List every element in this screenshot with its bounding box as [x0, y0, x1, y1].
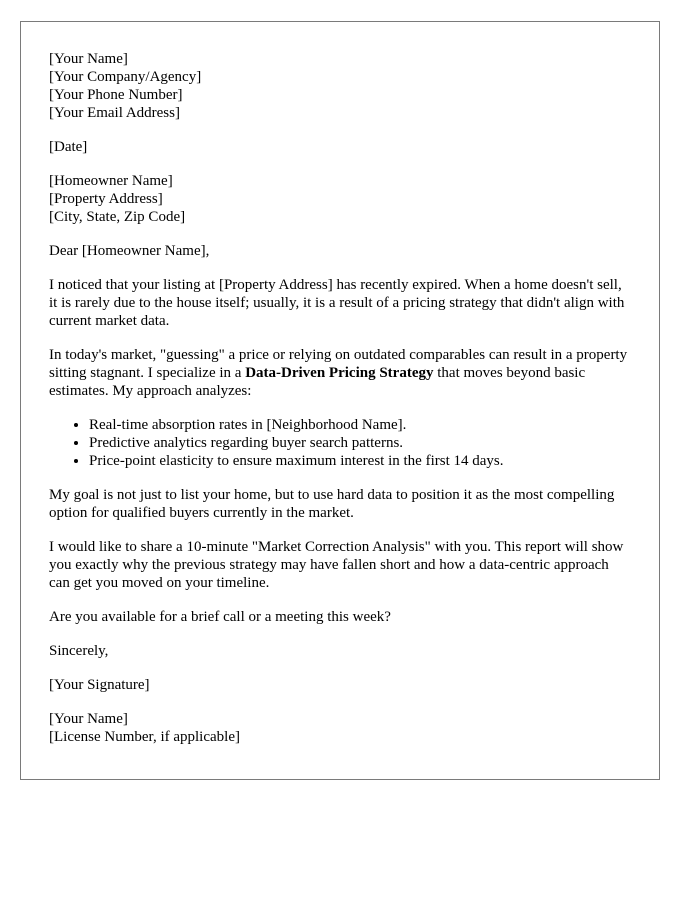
paragraph-2-intro: In today's market, "guessing" a price or relying on outdated comparables can result in a property sitting stagnant. I specialize in a — [49, 347, 628, 381]
footer-block — [49, 710, 631, 746]
date-block — [49, 138, 631, 156]
list-item: • Real-time absorption rates in [Neighborhood Name]. — [89, 416, 631, 434]
strategy-name: Data-Driven Pricing Strategy — [245, 365, 434, 381]
body-paragraph-4: I would like to share a 10-minute "Market Correction Analysis" with you. This report will show you exactly why the previous strategy may have fallen short and how a data-centric approach can get you moved on your timeline. — [49, 539, 624, 591]
letter-page — [20, 21, 660, 780]
sender-company: [Your Company/Agency] — [49, 69, 202, 85]
license-number: [License Number, if applicable] — [49, 729, 240, 745]
paragraph-2-outro: that moves beyond basic estimates. My approach analyzes: — [49, 365, 586, 399]
footer-name: [Your Name] — [49, 711, 128, 727]
closing: Sincerely, — [49, 643, 109, 659]
recipient-city-state-zip: [City, State, Zip Code] — [49, 209, 186, 225]
body-paragraph-3: My goal is not just to list your home, but to use hard data to position it as the most compelling option for qualified buyers currently in the market. — [49, 487, 615, 521]
sender-phone: [Your Phone Number] — [49, 87, 183, 103]
letter-date: [Date] — [49, 139, 88, 155]
body-paragraph-2 — [49, 346, 631, 400]
sender-block — [49, 50, 631, 122]
recipient-block — [49, 172, 631, 226]
recipient-name: [Homeowner Name] — [49, 173, 173, 189]
signature: [Your Signature] — [49, 677, 150, 693]
sender-name: [Your Name] — [49, 51, 128, 67]
analysis-list — [49, 416, 631, 470]
body-paragraph-5: Are you available for a brief call or a meeting this week? — [49, 609, 391, 625]
recipient-address: [Property Address] — [49, 191, 163, 207]
salutation: Dear [Homeowner Name], — [49, 243, 210, 259]
body-paragraph-1: I noticed that your listing at [Property Address] has recently expired. When a home doesn't sell, it is rarely due to the house itself; usually, it is a result of a pricing strategy that didn't align with current market data. — [49, 277, 625, 329]
list-item: • Predictive analytics regarding buyer search patterns. — [89, 434, 631, 452]
list-item: • Price-point elasticity to ensure maximum interest in the first 14 days. — [89, 452, 631, 470]
sender-email: [Your Email Address] — [49, 105, 180, 121]
